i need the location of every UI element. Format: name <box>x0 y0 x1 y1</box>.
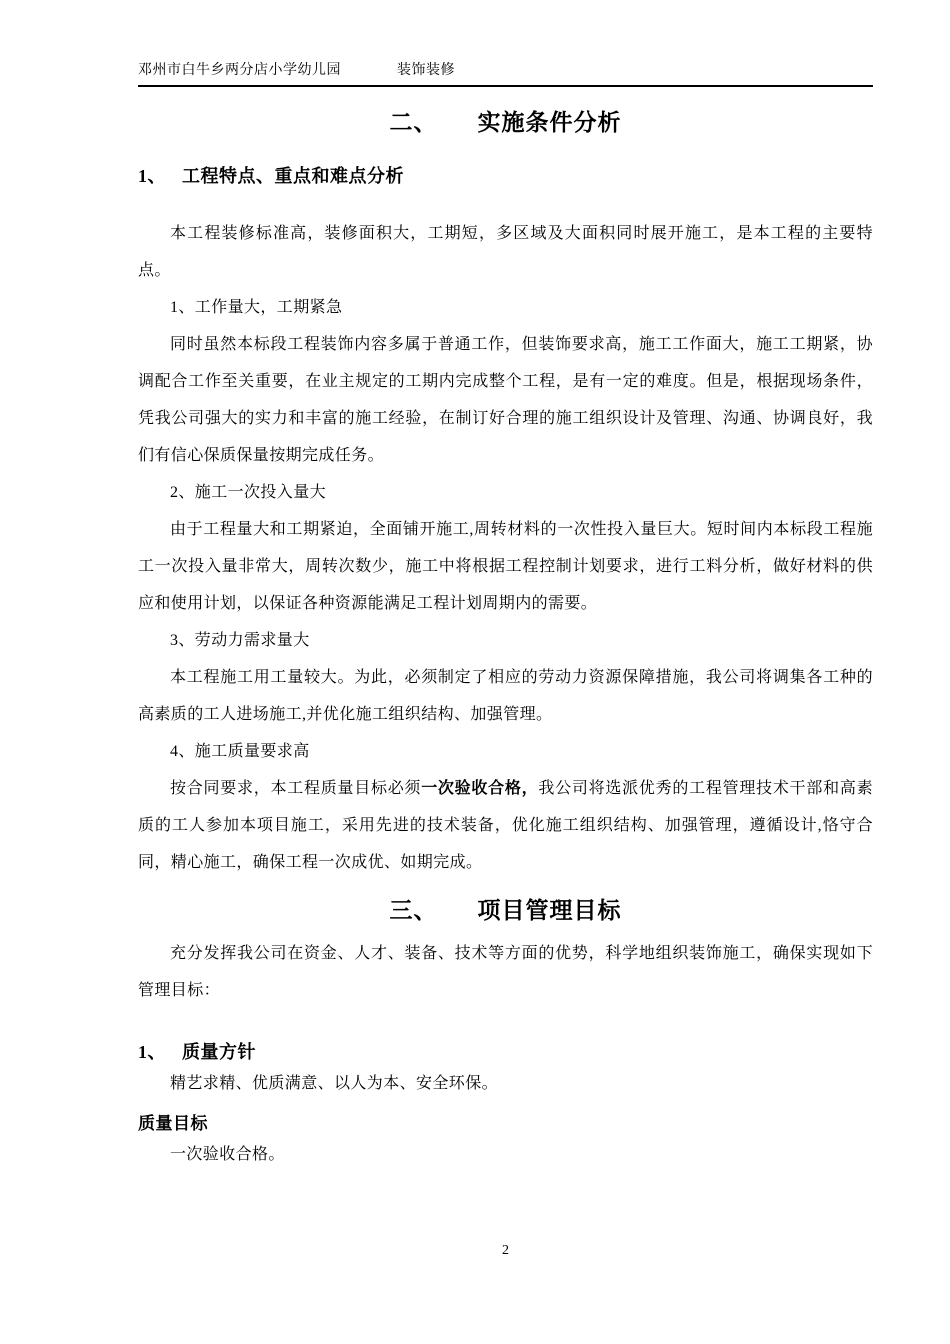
paragraph-sub4-pre: 按合同要求，本工程质量目标必须 <box>170 780 422 797</box>
paragraph-sub4-bold: 一次验收合格， <box>421 780 539 797</box>
section3-title-number: 三、 <box>389 898 438 923</box>
section2-heading1-number: 1、 <box>138 166 166 186</box>
subheading-2: 2、施工一次投入量大 <box>170 484 327 501</box>
section3-title-text: 项目管理目标 <box>477 898 622 923</box>
document-content <box>138 0 873 1173</box>
paragraph-quality-policy: 精艺求精、优质满意、以人为本、安全环保。 <box>170 1075 499 1092</box>
paragraph-sub2: 由于工程量大和工期紧迫，全面铺开施工,周转材料的一次性投入量巨大。短时间内本标段工程施工一次投入量非常大，周转次数少，施工中将根据工程控制计划要求，进行工料分析，做好材料的供应和使用计划，以保证各种资源能满足工程计划周期内的需要。 <box>138 521 873 612</box>
paragraph-sub4 <box>138 770 873 881</box>
page-header <box>138 62 873 87</box>
section2-heading1 <box>138 163 873 189</box>
section3-heading1-text: 质量方针 <box>182 1042 256 1062</box>
section3-heading1-number: 1、 <box>138 1042 166 1062</box>
section2-heading1-text: 工程特点、重点和难点分析 <box>182 166 404 186</box>
subheading-1: 1、工作量大，工期紧急 <box>170 299 343 316</box>
header-project-name: 装饰装修 <box>397 63 455 78</box>
paragraph-quality-goal: 一次验收合格。 <box>170 1146 285 1163</box>
page-number: 2 <box>502 1243 509 1258</box>
header-school-name: 邓州市白牛乡两分店小学幼儿园 <box>138 63 341 78</box>
section3-body <box>138 935 873 1173</box>
section2-title-number: 二、 <box>389 110 438 135</box>
paragraph-section3-intro: 充分发挥我公司在资金、人才、装备、技术等方面的优势，科学地组织装饰施工，确保实现如下管理目标： <box>138 945 873 999</box>
subheading-3: 3、劳动力需求量大 <box>170 632 310 649</box>
paragraph-sub1: 同时虽然本标段工程装饰内容多属于普通工作，但装饰要求高，施工工作面大，施工工期紧，协调配合工作至关重要，在业主规定的工期内完成整个工程，是有一定的难度。但是，根据现场条件，凭我公司强大的实力和丰富的施工经验，在制订好合理的施工组织设计及管理、沟通、协调良好，我们有信心保质保量按期完成任务。 <box>138 336 873 464</box>
paragraph-intro: 本工程装修标准高，装修面积大，工期短，多区域及大面积同时展开施工，是本工程的主要特点。 <box>138 225 873 279</box>
subheading-4: 4、施工质量要求高 <box>170 743 310 760</box>
paragraph-sub4-post: 我公司将选派优秀的工程管理技术干部和高素质的工人参加本项目施工，采用先进的技术装备，优化施工组织结构、加强管理，遵循设计,恪守合同，精心施工，确保工程一次成优、如期完成。 <box>138 780 873 871</box>
paragraph-sub3: 本工程施工用工量较大。为此，必须制定了相应的劳动力资源保障措施，我公司将调集各工种的高素质的工人进场施工,并优化施工组织结构、加强管理。 <box>138 669 873 723</box>
quality-goal-heading: 质量目标 <box>138 1114 208 1133</box>
section2-title <box>138 107 873 139</box>
section3-heading1 <box>138 1039 873 1065</box>
section2-body <box>138 215 873 881</box>
section3-title <box>138 895 873 927</box>
section2-title-text: 实施条件分析 <box>477 110 622 135</box>
